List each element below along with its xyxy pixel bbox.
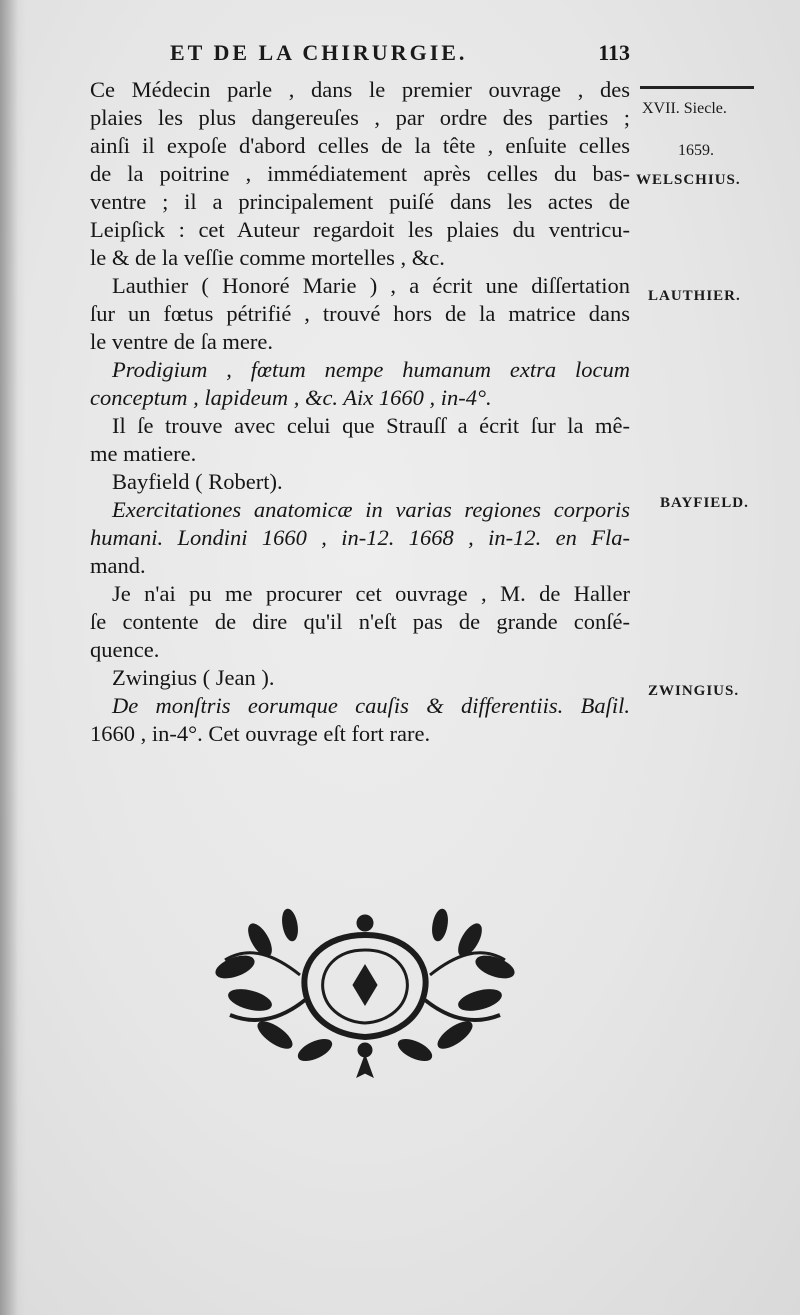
text-line: le ventre de ſa mere.: [90, 329, 274, 354]
margin-year: 1659.: [678, 142, 714, 159]
text-line: humani. Londini 1660 , in-12. 1668 , in-12. en Fla-: [90, 525, 630, 550]
text-line: me matiere.: [90, 441, 197, 466]
text-line: Bayfield ( Robert).: [112, 469, 283, 494]
margin-name-bayfield: BAYFIELD.: [660, 495, 749, 511]
text-line: mand.: [90, 553, 146, 578]
text-line: Ce Médecin parle , dans le premier ouvrage , des: [90, 77, 630, 102]
running-head: [150, 40, 630, 70]
text-line: Prodigium , fœtum nempe humanum extra locum: [112, 357, 630, 382]
page-number: 113: [598, 40, 630, 65]
text-line: 1660 , in-4°. Cet ouvrage eſt fort rare.: [90, 721, 431, 746]
text-line: Exercitationes anatomicæ in varias regiones corporis: [112, 497, 630, 522]
text-line: le & de la veſſie comme mortelles , &c.: [90, 245, 445, 270]
running-title: ET DE LA CHIRURGIE.: [170, 40, 468, 65]
margin-name-zwingius: ZWINGIUS.: [648, 683, 740, 699]
text-line: Zwingius ( Jean ).: [112, 665, 275, 690]
margin-name-lauthier: LAUTHIER.: [648, 288, 741, 304]
text-line: de la poitrine , immédiatement après celles du bas-: [90, 161, 630, 186]
text-line: Je n'ai pu me procurer cet ouvrage , M. de Haller: [112, 581, 630, 606]
margin-name-welschius: WELSCHIUS.: [636, 172, 741, 188]
page-fold-shadow: [0, 0, 26, 1315]
margin-rule: [640, 86, 754, 89]
text-line: ventre ; il a principalement puiſé dans les actes de: [90, 189, 630, 214]
margin-century: XVII. Siecle.: [642, 100, 727, 117]
body-text: [90, 76, 630, 748]
floral-tailpiece-ornament: [205, 905, 525, 1095]
text-line: Il ſe trouve avec celui que Strauſſ a écrit ſur la mê-: [112, 413, 630, 438]
text-line: plaies les plus dangereuſes , par ordre des parties ;: [90, 105, 630, 130]
text-line: De monſtris eorumque cauſis & differentiis. Baſil.: [112, 693, 630, 718]
text-line: Lauthier ( Honoré Marie ) , a écrit une diſſertation: [112, 273, 630, 298]
text-line: Leipſick : cet Auteur regardoit les plaies du ventricu-: [90, 217, 630, 242]
margin-notes: [636, 0, 800, 1315]
text-line: ſe contente de dire qu'il n'eſt pas de grande conſé-: [90, 609, 630, 634]
text-line: quence.: [90, 637, 160, 662]
text-line: conceptum , lapideum , &c. Aix 1660 , in-4°.: [90, 385, 492, 410]
text-line: ainſi il expoſe d'abord celles de la tête , enſuite celles: [90, 133, 630, 158]
text-line: ſur un fœtus pétrifié , trouvé hors de la matrice dans: [90, 301, 630, 326]
